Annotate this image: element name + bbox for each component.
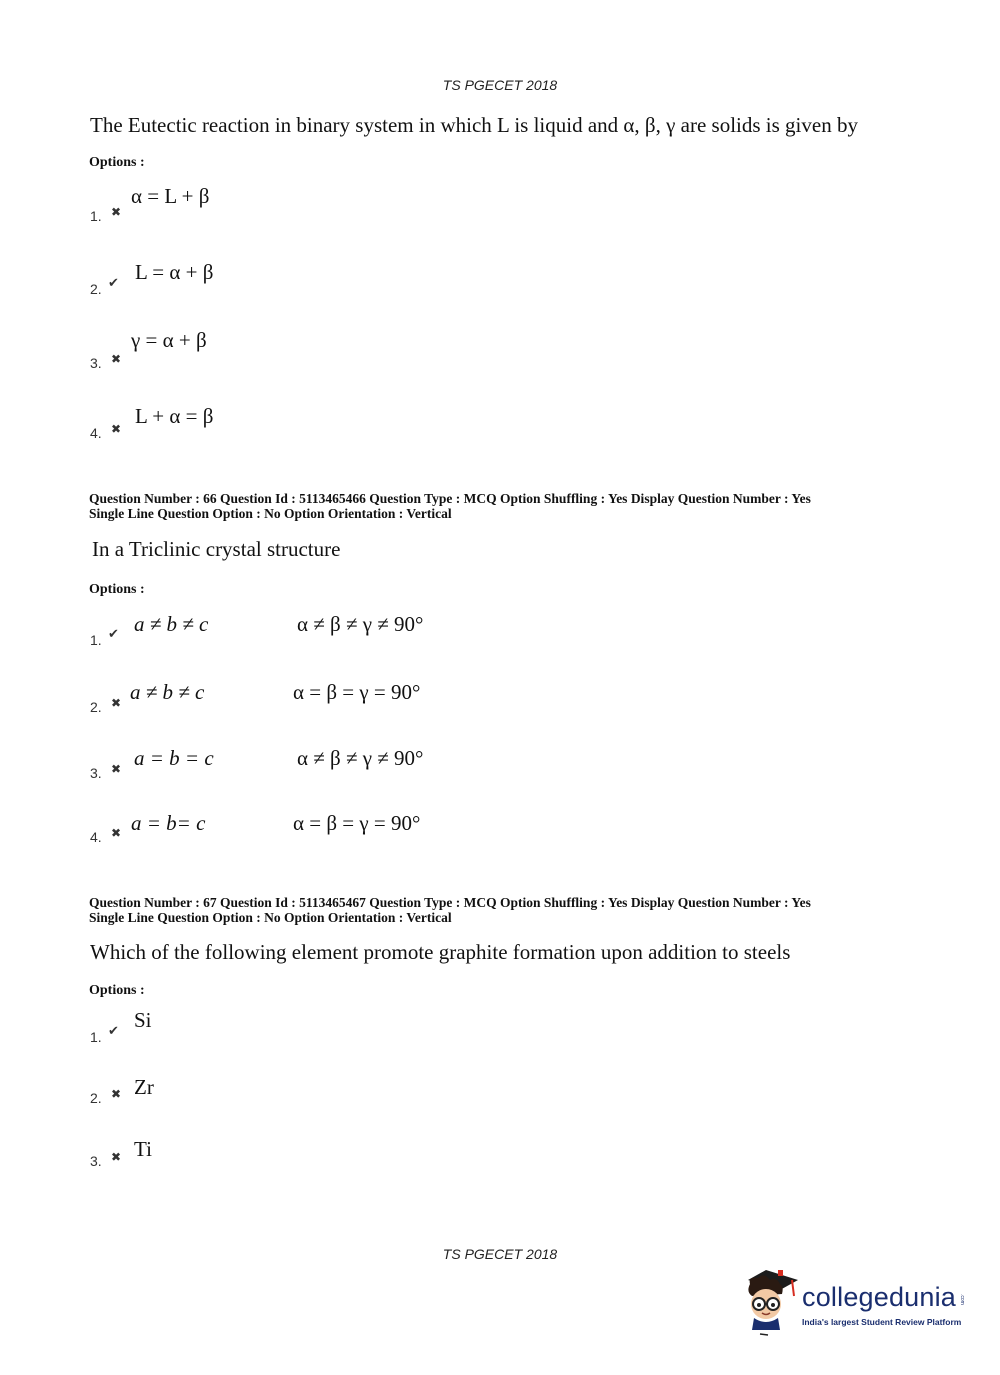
logo-tagline: India's largest Student Review Platform: [802, 1317, 962, 1327]
cross-icon: ✖: [111, 422, 122, 436]
cross-icon: ✖: [111, 1150, 122, 1164]
q65-option-2-number: 2.: [90, 281, 102, 297]
q67-option-1-expression: Si: [134, 1008, 152, 1032]
question-67-text: Which of the following element promote graphite formation upon addition to steels: [90, 940, 791, 964]
cross-icon: ✖: [111, 352, 122, 366]
q66-option-4-lattice: a = b= c: [131, 811, 206, 835]
check-icon: ✔: [108, 1024, 119, 1039]
q67-option-2-number: 2.: [90, 1090, 102, 1106]
q65-option-4-number: 4.: [90, 425, 102, 441]
q65-option-2-expression: L = α + β: [135, 260, 214, 284]
q65-options-label: Options :: [89, 155, 145, 170]
q65-option-1-number: 1.: [90, 208, 102, 224]
q67-option-3-expression: Ti: [134, 1137, 152, 1161]
q66-option-2-lattice: a ≠ b ≠ c: [130, 680, 205, 704]
question-66-text: In a Triclinic crystal structure: [92, 537, 341, 561]
q67-option-2-expression: Zr: [134, 1075, 154, 1099]
q66-option-1-number: 1.: [90, 632, 102, 648]
q66-option-1-angles: α ≠ β ≠ γ ≠ 90°: [297, 612, 424, 636]
q65-option-3-number: 3.: [90, 355, 102, 371]
student-mascot-icon: [740, 1268, 802, 1336]
q66-option-4-number: 4.: [90, 829, 102, 845]
q67-option-3-number: 3.: [90, 1153, 102, 1169]
q66-option-4-angles: α = β = γ = 90°: [293, 811, 421, 835]
q67-option-1-number: 1.: [90, 1029, 102, 1045]
collegedunia-logo[interactable]: [740, 1268, 970, 1340]
cross-icon: ✖: [111, 1087, 122, 1101]
cross-icon: ✖: [111, 826, 122, 840]
page-header: TS PGECET 2018: [442, 77, 558, 93]
q66-option-2-angles: α = β = γ = 90°: [293, 680, 421, 704]
question-65-text: The Eutectic reaction in binary system in which L is liquid and α, β, γ are solids is given by: [90, 113, 858, 137]
q66-option-3-number: 3.: [90, 765, 102, 781]
q67-meta-line-1: Question Number : 67 Question Id : 5113465467 Question Type : MCQ Option Shuffling : Yes Display Question Number : Yes: [89, 895, 811, 910]
q65-option-4-expression: L + α = β: [135, 404, 214, 428]
q66-option-3-angles: α ≠ β ≠ γ ≠ 90°: [297, 746, 424, 770]
page-footer: TS PGECET 2018: [442, 1246, 558, 1262]
q66-option-2-number: 2.: [90, 699, 102, 715]
q67-meta-line-2: Single Line Question Option : No Option Orientation : Vertical: [89, 910, 452, 925]
q65-option-3-expression: γ = α + β: [131, 328, 207, 352]
q66-options-label: Options :: [89, 582, 145, 597]
logo-com: .com: [959, 1294, 965, 1305]
cross-icon: ✖: [111, 696, 122, 710]
logo-wordmark: collegedunia: [802, 1282, 957, 1312]
q66-meta-line-2: Single Line Question Option : No Option Orientation : Vertical: [89, 506, 452, 521]
q65-option-1-expression: α = L + β: [131, 184, 210, 208]
q66-option-1-lattice: a ≠ b ≠ c: [134, 612, 209, 636]
cross-icon: ✖: [111, 762, 122, 776]
cross-icon: ✖: [111, 205, 122, 219]
q66-option-3-lattice: a = b = c: [134, 746, 214, 770]
q67-options-label: Options :: [89, 983, 145, 998]
check-icon: ✔: [108, 627, 119, 642]
check-icon: ✔: [108, 276, 119, 291]
q66-meta-line-1: Question Number : 66 Question Id : 5113465466 Question Type : MCQ Option Shuffling : Yes Display Question Number : Yes: [89, 491, 811, 506]
